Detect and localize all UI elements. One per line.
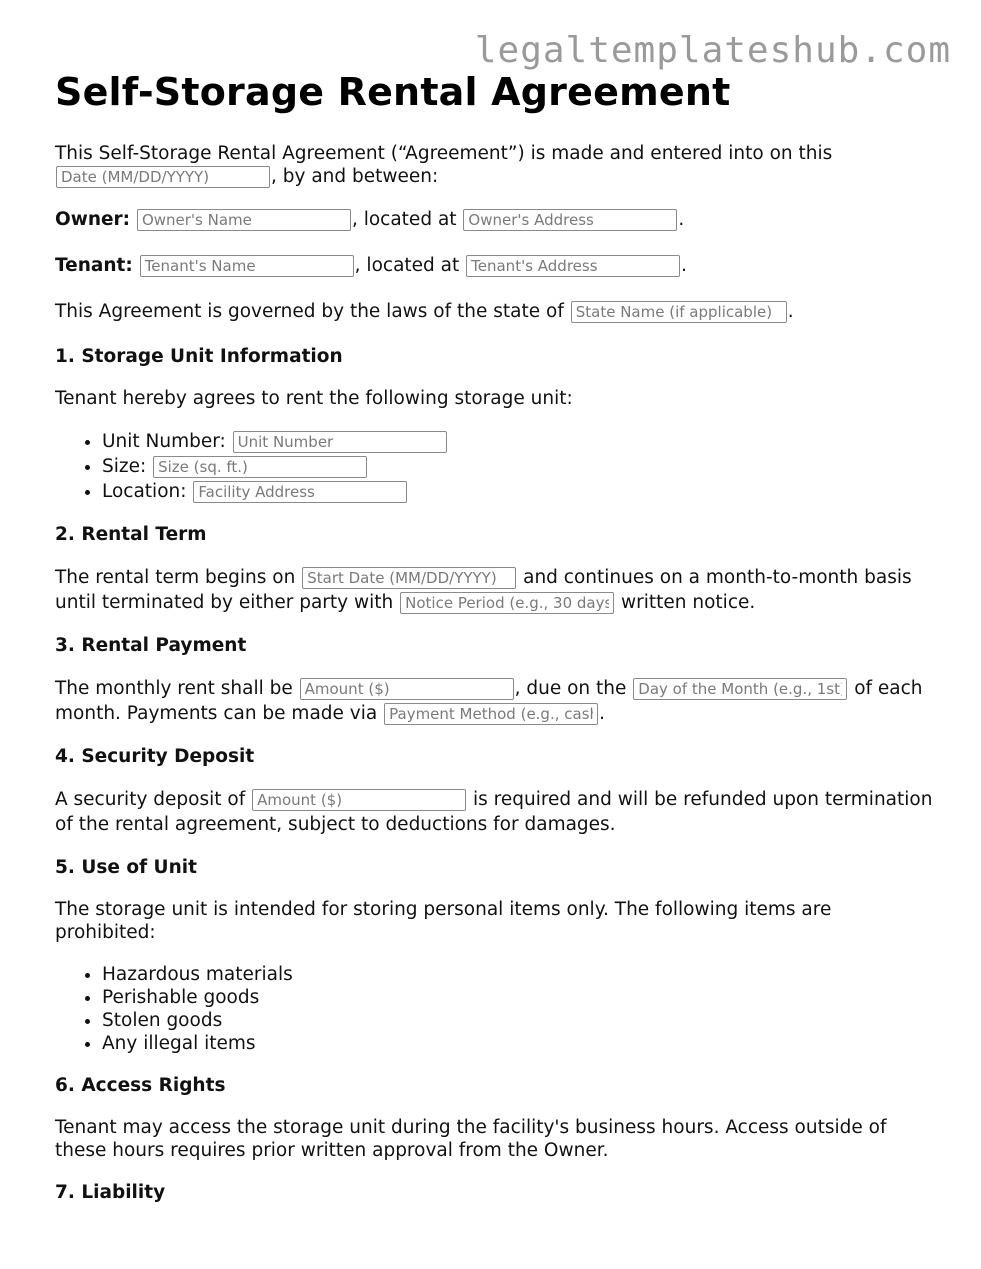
governing-law-line (55, 299, 935, 324)
term-text-2: and continues on a month-to-month basis until terminated by either party with (55, 567, 912, 613)
section-1-text: Tenant hereby agrees to rent the following storage unit: (55, 388, 573, 409)
rent-amount-field[interactable] (300, 678, 514, 700)
owner-address-field[interactable] (463, 209, 677, 231)
payment-text-3: of each month. Payments can be made via (55, 678, 923, 724)
payment-text-1: The monthly rent shall be (55, 678, 293, 699)
payment-text-4: . (599, 703, 606, 724)
list-item: • Hazardous materials (102, 963, 935, 986)
tenant-end: . (681, 255, 688, 276)
intro-paragraph (55, 142, 935, 188)
size-label: Size: (102, 456, 147, 477)
list-item: • Perishable goods (102, 986, 935, 1009)
agreement-date-field[interactable] (56, 166, 270, 188)
notice-period-field[interactable] (400, 592, 614, 614)
list-item: • Stolen goods (102, 1009, 935, 1032)
owner-line (55, 207, 935, 232)
prohibited-items-list (55, 963, 935, 1055)
governing-text: This Agreement is governed by the laws of the state of (55, 301, 564, 322)
section-heading-liability: 7. Liability (55, 1182, 166, 1203)
deposit-amount-field[interactable] (252, 789, 466, 811)
facility-address-field[interactable] (193, 481, 407, 503)
section-heading-storage-unit: 1. Storage Unit Information (55, 346, 343, 367)
section-5-text: The storage unit is intended for storing personal items only. The following items are prohibited: (55, 899, 832, 943)
section-2-text (55, 565, 935, 615)
list-item (102, 454, 935, 479)
tenant-label: Tenant: (55, 255, 133, 276)
payment-text-2: , due on the (514, 678, 627, 699)
section-3-text (55, 676, 935, 726)
watermark: legaltemplateshub.com (474, 30, 951, 71)
start-date-field[interactable] (302, 567, 516, 589)
tenant-located-text: , located at (354, 255, 460, 276)
list-item (102, 429, 935, 454)
location-label: Location: (102, 481, 187, 502)
section-heading-security-deposit: 4. Security Deposit (55, 746, 255, 767)
owner-located-text: , located at (351, 209, 457, 230)
tenant-name-field[interactable] (140, 255, 354, 277)
list-item: • Any illegal items (102, 1032, 935, 1055)
owner-name-field[interactable] (137, 209, 351, 231)
section-6-text: Tenant may access the storage unit during the facility's business hours. Access outside of these hours requires prior written approval from the Owner. (55, 1117, 887, 1161)
unit-number-field[interactable] (233, 431, 447, 453)
intro-tail: , by and between: (271, 166, 439, 187)
deposit-text-2: is required and will be refunded upon termination of the rental agreement, subject to deductions for damages. (55, 789, 933, 835)
page-title: Self-Storage Rental Agreement (55, 70, 731, 114)
governing-end: . (787, 301, 794, 322)
tenant-address-field[interactable] (466, 255, 680, 277)
section-4-text (55, 787, 935, 837)
owner-label: Owner: (55, 209, 131, 230)
tenant-line (55, 253, 935, 278)
list-item (102, 479, 935, 504)
section-heading-use-of-unit: 5. Use of Unit (55, 857, 197, 878)
term-text-3: written notice. (621, 592, 756, 613)
intro-text: This Self-Storage Rental Agreement (“Agreement”) is made and entered into on this (55, 143, 833, 164)
unit-number-label: Unit Number: (102, 431, 226, 452)
term-text-1: The rental term begins on (55, 567, 296, 588)
unit-info-list (55, 429, 935, 504)
state-name-field[interactable] (571, 301, 787, 323)
section-heading-access-rights: 6. Access Rights (55, 1075, 226, 1096)
section-heading-rental-payment: 3. Rental Payment (55, 635, 247, 656)
deposit-text-1: A security deposit of (55, 789, 246, 810)
owner-end: . (678, 209, 685, 230)
section-heading-rental-term: 2. Rental Term (55, 524, 207, 545)
due-day-field[interactable] (633, 678, 847, 700)
document (55, 70, 935, 1223)
payment-method-field[interactable] (384, 703, 598, 725)
size-field[interactable] (153, 456, 367, 478)
